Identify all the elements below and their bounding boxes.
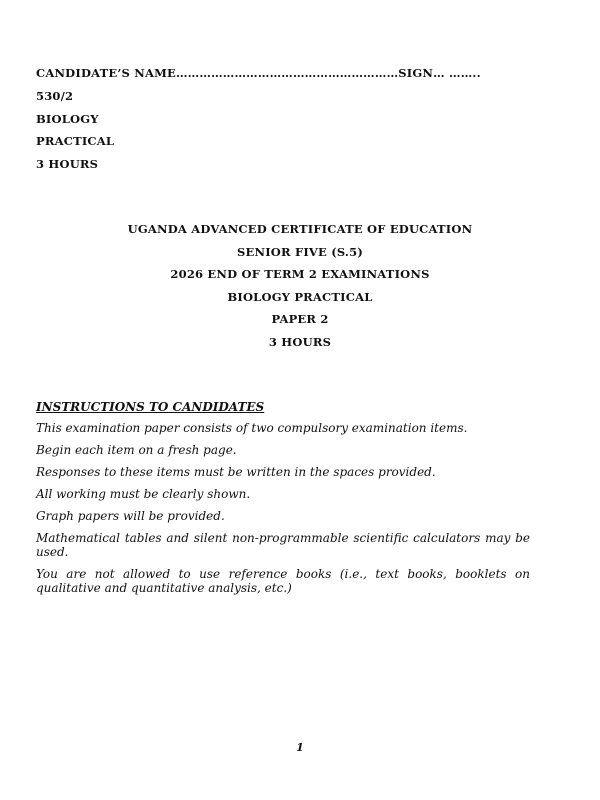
instruction-item: Graph papers will be provided. (36, 509, 225, 523)
instruction-item: Mathematical tables and silent non-programmable scientific calculators may be used. (36, 531, 530, 559)
title-subject: BIOLOGY PRACTICAL (227, 289, 373, 304)
candidate-header (36, 66, 556, 179)
instruction-item: You are not allowed to use reference books (i.e., text books, booklets on qualitative and quantitative analysis, etc.) (36, 567, 530, 595)
subject-label: BIOLOGY (36, 111, 99, 126)
title-exam-session: 2026 END OF TERM 2 EXAMINATIONS (170, 267, 430, 281)
paper-code: 530/2 (36, 89, 74, 103)
exam-title-block (0, 222, 600, 357)
title-paper: PAPER 2 (271, 312, 329, 326)
instructions-heading: INSTRUCTIONS TO CANDIDATES (36, 400, 265, 414)
paper-type-label: PRACTICAL (36, 134, 115, 148)
instruction-item: Begin each item on a fresh page. (36, 443, 237, 457)
title-class: SENIOR FIVE (S.5) (237, 244, 363, 259)
title-duration: 3 HOURS (268, 334, 332, 349)
page-number: 1 (296, 741, 304, 754)
duration-label: 3 HOURS (36, 156, 99, 171)
instruction-item: This examination paper consists of two compulsory examination items. (36, 421, 468, 435)
candidate-name-sign-line: CANDIDATE’S NAME…………………………………………………SIGN… …….. (36, 66, 481, 80)
instruction-item: Responses to these items must be written in the spaces provided. (36, 465, 436, 479)
instruction-item: All working must be clearly shown. (36, 487, 251, 501)
instructions-section (36, 400, 530, 603)
title-certificate: UGANDA ADVANCED CERTIFICATE OF EDUCATION (127, 222, 473, 236)
